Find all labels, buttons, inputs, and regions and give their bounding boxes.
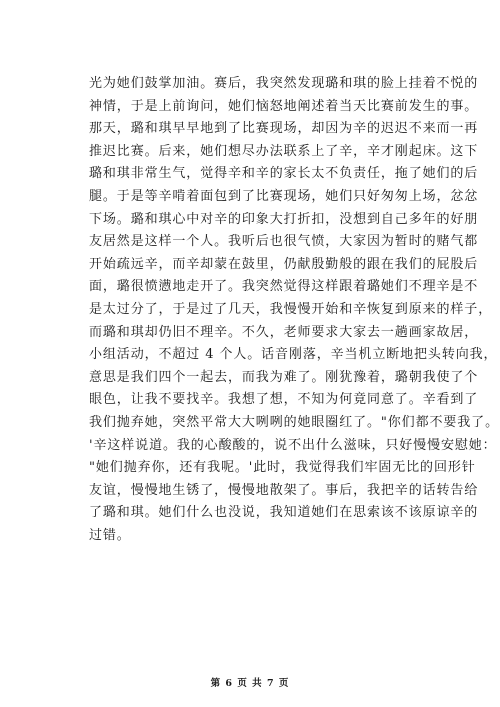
text-line-7: 下场。璐和琪心中对辛的印象大打折扣，没想到自己多年的好朋 (89, 211, 479, 227)
text-line-8: 友居然是这样一个人。我听后也很气愤，大家因为暂时的赌气都 (89, 234, 479, 250)
text-line-15: 眼色，让我不要找辛。我想了想，不知为何竟同意了。辛看到了 (89, 392, 479, 408)
text-line-2: 神情，于是上前询问，她们恼怒地阐述着当天比赛前发生的事。 (89, 98, 479, 114)
text-line-12: 而璐和琪却仍旧不理辛。不久，老师要求大家去一趟画家故居， (89, 324, 479, 340)
text-line-20: 了璐和琪。她们什么也没说，我知道她们在思索该不该原谅辛的 (89, 505, 479, 521)
text-line-3: 那天，璐和琪早早地到了比赛现场，却因为辛的迟迟不来而一再 (89, 121, 479, 137)
text-line-4: 推迟比赛。后来，她们想尽办法联系上了辛，辛才刚起床。这下 (89, 143, 479, 159)
text-line-11: 是太过分了，于是过了几天，我慢慢开始和辛恢复到原来的样子， (89, 301, 493, 317)
text-line-21: 过错。 (89, 527, 131, 543)
text-line-5: 璐和琪非常生气，觉得辛和辛的家长太不负责任，拖了她们的后 (89, 166, 479, 182)
text-line-16: 我们抛弃她，突然平常大大咧咧的她眼圈红了。"你们都不要我了。 (89, 414, 499, 430)
text-line-19: 友谊，慢慢地生锈了，慢慢地散架了。事后，我把辛的话转告给 (89, 482, 479, 498)
text-line-18: "她们抛弃你，还有我呢。'此时，我觉得我们牢固无比的回形针 (89, 460, 476, 476)
text-line-9: 开始疏远辛，而辛却蒙在鼓里，仍献殷勤般的跟在我们的屁股后 (89, 256, 479, 272)
body-text (89, 73, 499, 547)
text-line-6: 腿。于是等辛啃着面包到了比赛现场，她们只好匆匆上场，忿忿 (89, 188, 479, 204)
text-line-13: 小组活动，不超过 4 个人。话音刚落，辛当机立断地把头转向我， (89, 347, 498, 363)
text-line-1: 光为她们鼓掌加油。赛后，我突然发现璐和琪的脸上挂着不悦的 (89, 76, 479, 91)
page-number-footer: 第 6 页 共 7 页 (210, 678, 290, 689)
text-line-14: 意思是我们四个一起去，而我为难了。刚犹豫着，璐朝我使了个 (89, 369, 479, 385)
text-line-17: '辛这样说道。我的心酸酸的，说不出什么滋味，只好慢慢安慰她： (89, 437, 497, 453)
text-line-10: 面，璐很愤懑地走开了。我突然觉得这样跟着璐她们不理辛是不 (89, 279, 479, 295)
